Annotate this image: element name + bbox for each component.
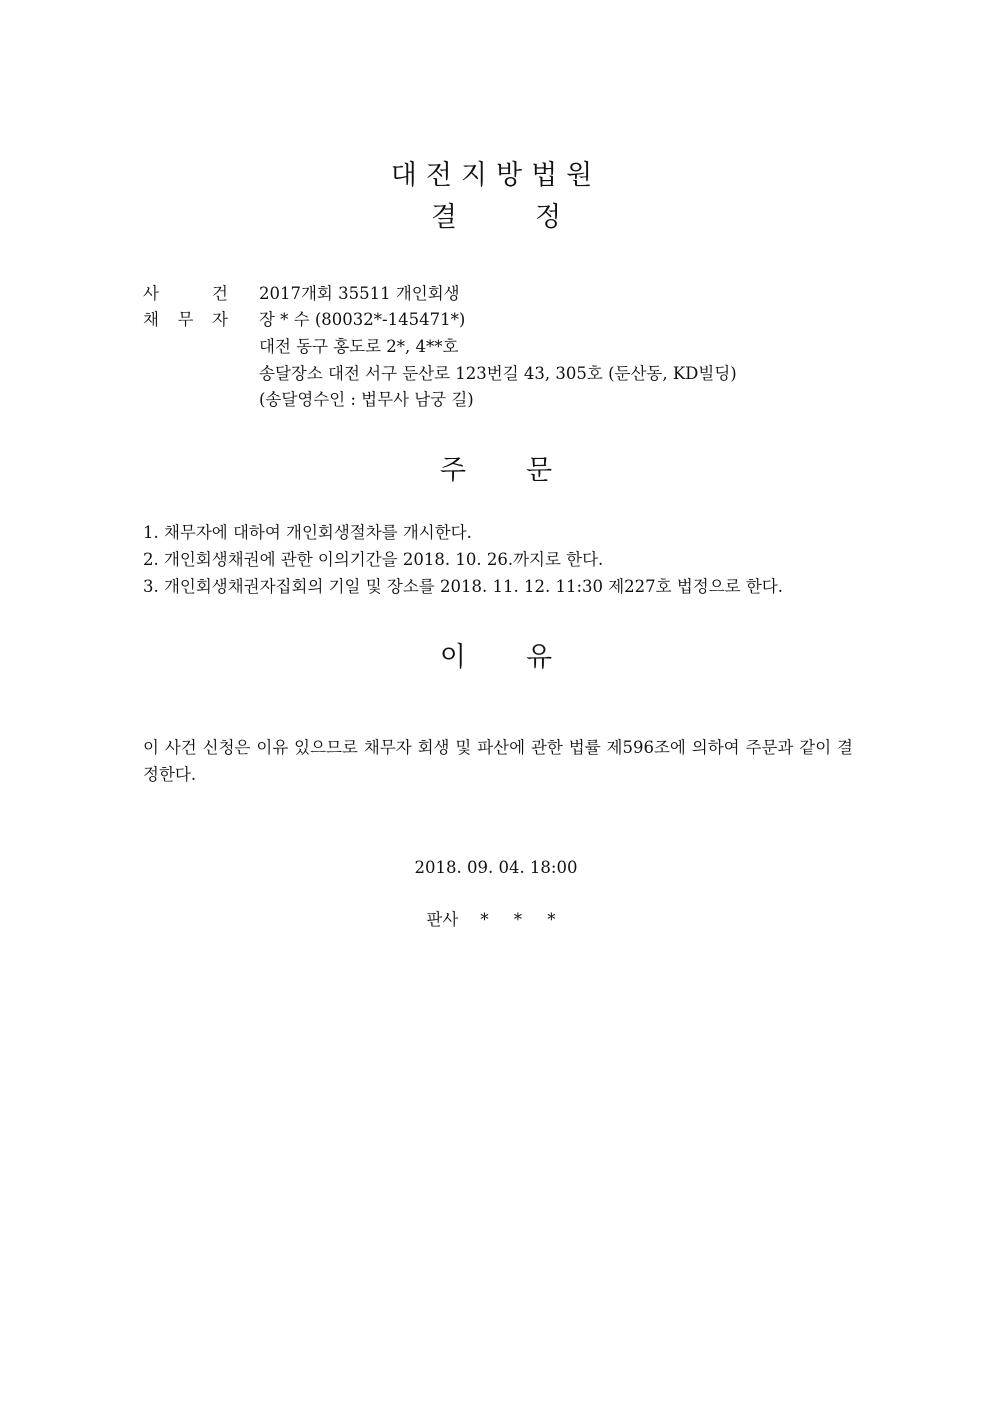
case-number: 2017개회 35511 개인회생	[259, 284, 460, 303]
judge-name: * * *	[480, 910, 566, 929]
debtor-label	[143, 307, 228, 333]
reason-heading-char-1: 이	[439, 642, 466, 673]
case-label	[143, 281, 228, 307]
reason-text: 이 사건 신청은 이유 있으므로 채무자 회생 및 파산에 관한 법률 제596조에 의하여 주문과 같이 결정한다.	[143, 738, 853, 784]
decision-date: 2018. 09. 04. 18:00	[414, 858, 578, 877]
case-label-char: 건	[212, 284, 228, 303]
judge-signature	[0, 907, 992, 933]
debtor-name: 장 * 수 (80032*-145471*)	[259, 310, 466, 329]
debtor-label-char: 무	[177, 310, 194, 329]
judge-title: 판사	[426, 910, 459, 929]
court-title: 대전지방법원	[390, 160, 602, 191]
reason-heading-char-2: 유	[526, 642, 553, 673]
order-item: 3. 개인회생채권자집회의 기일 및 장소를 2018. 11. 12. 11:30 제227호 법정으로 한다.	[143, 577, 783, 596]
service-address: 송달장소 대전 서구 둔산로 123번길 43, 305호 (둔산동, KD빌딩)	[259, 364, 737, 383]
debtor-label-char: 자	[212, 310, 228, 329]
document-type-char-2: 정	[535, 202, 562, 233]
case-label-char: 사	[143, 284, 159, 303]
order-heading-char-2: 문	[526, 455, 553, 486]
debtor-address: 대전 동구 홍도로 2*, 4**호	[259, 337, 459, 356]
reason-heading	[0, 640, 992, 676]
document-type-char-1: 결	[430, 202, 457, 233]
document-type-heading	[0, 200, 992, 236]
order-heading	[0, 453, 992, 489]
order-heading-char-1: 주	[439, 455, 466, 486]
debtor-label-char: 채	[143, 310, 159, 329]
service-recipient: (송달영수인 : 법무사 남궁 길)	[259, 390, 474, 409]
order-item: 2. 개인회생채권에 관한 이의기간을 2018. 10. 26.까지로 한다.	[143, 550, 604, 569]
order-item: 1. 채무자에 대하여 개인회생절차를 개시한다.	[143, 523, 472, 542]
